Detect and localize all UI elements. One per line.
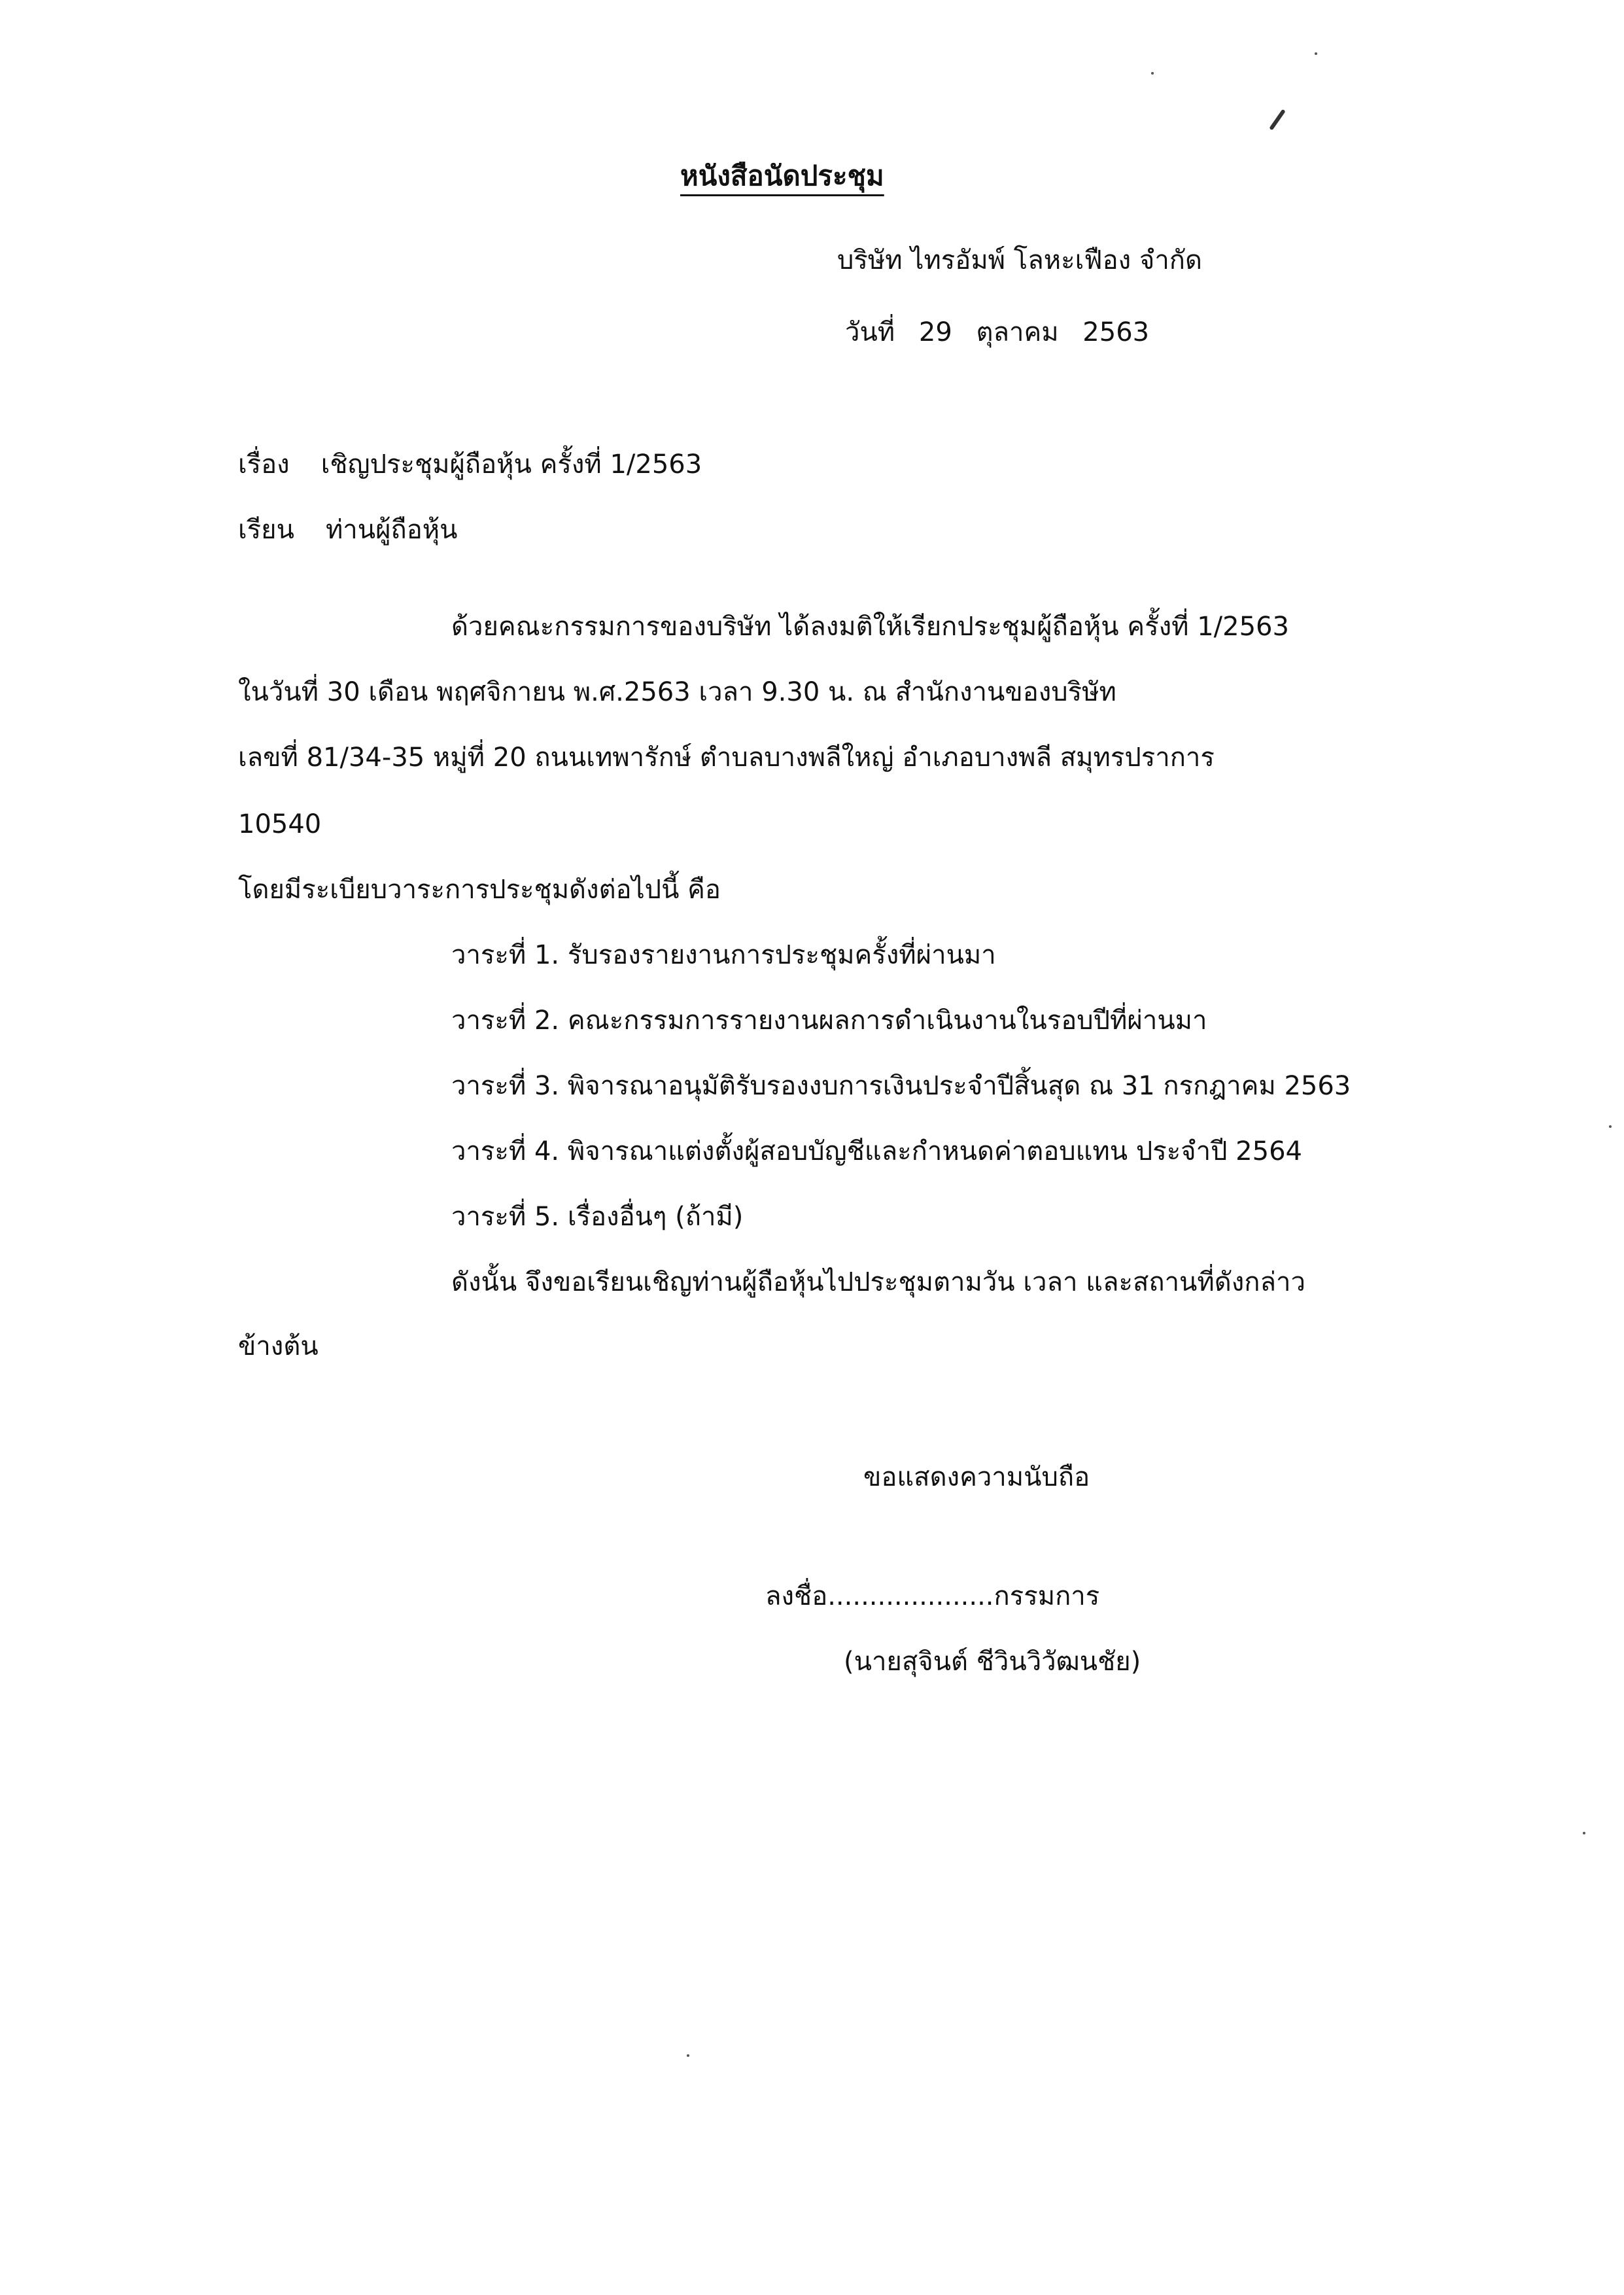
pen-mark [1269, 109, 1286, 131]
scan-speck [1151, 72, 1154, 75]
agenda-item: วาระที่ 1. รับรองรายงานการประชุมครั้งที่ผ่านมา [451, 940, 996, 970]
scan-speck [687, 2054, 689, 2057]
body-line: เลขที่ 81/34-35 หมู่ที่ 20 ถนนเทพารักษ์ ตำบลบางพลีใหญ่ อำเภอบางพลี สมุทรปราการ [238, 743, 1215, 773]
agenda-item: วาระที่ 2. คณะกรรมการรายงานผลการดำเนินงานในรอบปีที่ผ่านมา [451, 1006, 1207, 1036]
scan-speck [1583, 1832, 1585, 1834]
subject-label: เรื่อง [238, 449, 290, 480]
recipient-label: เรียน [238, 515, 294, 545]
agenda-item: วาระที่ 4. พิจารณาแต่งตั้งผู้สอบบัญชีและกำหนดค่าตอบแทน ประจำปี 2564 [451, 1136, 1302, 1166]
recipient-text: ท่านผู้ถือหุ้น [325, 515, 458, 545]
agenda-item: วาระที่ 5. เรื่องอื่นๆ (ถ้ามี) [451, 1202, 744, 1232]
regards-text: ขอแสดงความนับถือ [863, 1462, 1090, 1492]
body-line: ด้วยคณะกรรมการของบริษัท ได้ลงมติให้เรียกประชุมผู้ถือหุ้น ครั้งที่ 1/2563 [451, 612, 1289, 642]
closing-line: ดังนั้น จึงขอเรียนเชิญท่านผู้ถือหุ้นไปประชุมตามวัน เวลา และสถานที่ดังกล่าว [451, 1267, 1305, 1297]
subject-text: เชิญประชุมผู้ถือหุ้น ครั้งที่ 1/2563 [320, 449, 702, 480]
signature-line: ลงชื่อ....................กรรมการ [765, 1581, 1100, 1611]
document-date: วันที่ 29 ตุลาคม 2563 [845, 317, 1150, 347]
scan-speck [1315, 52, 1317, 55]
agenda-item: วาระที่ 3. พิจารณาอนุมัติรับรองงบการเงินประจำปีสิ้นสุด ณ 31 กรกฎาคม 2563 [451, 1071, 1351, 1101]
scan-speck [1609, 1125, 1612, 1128]
company-name: บริษัท ไทรอัมพ์ โลหะเฟือง จำกัด [837, 245, 1202, 275]
signer-name: (นายสุจินต์ ชีวินวิวัฒนชัย) [844, 1647, 1141, 1677]
body-line: 10540 [238, 809, 322, 839]
document-title: หนังสือนัดประชุม [680, 160, 884, 192]
subject-line [238, 451, 702, 478]
closing-line: ข้างต้น [238, 1331, 319, 1361]
body-line: ในวันที่ 30 เดือน พฤศจิกายน พ.ศ.2563 เวลา 9.30 น. ณ สำนักงานของบริษัท [238, 677, 1116, 707]
recipient-line [238, 517, 458, 543]
agenda-intro: โดยมีระเบียบวาระการประชุมดังต่อไปนี้ คือ [238, 875, 721, 905]
